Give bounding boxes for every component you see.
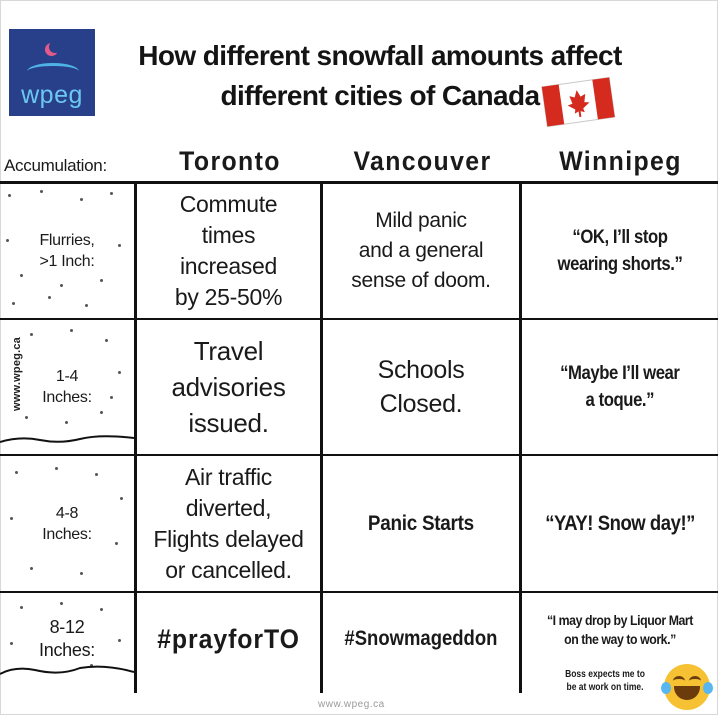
winnipeg-header: Winnipeg [559, 146, 682, 176]
vancouver-cell: Mild panic and a general sense of doom. [351, 209, 491, 292]
footer-watermark: www.wpeg.ca [318, 699, 385, 710]
vancouver-cell: #Snowmageddon [344, 627, 498, 650]
title-line-2: different cities of Canada [220, 80, 540, 111]
toronto-cell: Commute times increased by 25-50% [174, 191, 283, 310]
winnipeg-cell: “Maybe I’ll wear a toque.” [560, 363, 680, 411]
swoosh-icon [27, 63, 79, 80]
accumulation-cell: Flurries, >1 Inch: [39, 232, 95, 270]
toronto-cell: Travel advisories issued. [171, 336, 286, 438]
vancouver-cell: Schools Closed. [377, 356, 465, 418]
vancouver-cell: Panic Starts [367, 511, 475, 535]
toronto-cell: #prayforTO [157, 623, 300, 654]
accumulation-header: Accumulation: [4, 156, 107, 175]
winnipeg-footnote: Boss expects me to be at work on time. [565, 669, 645, 693]
winnipeg-cell: “OK, I’ll stop wearing shorts.” [557, 227, 683, 275]
logo-text: wpeg [21, 81, 83, 109]
moon-icon [45, 43, 58, 56]
canada-flag-icon [540, 72, 616, 128]
accumulation-cell: 1-4 Inches: [42, 368, 92, 406]
winnipeg-cell: “YAY! Snow day!” [545, 512, 695, 535]
side-watermark: www.wpeg.ca [10, 337, 23, 411]
vancouver-header: Vancouver [353, 146, 492, 176]
winnipeg-cell: “I may drop by Liquor Mart on the way to work.” [547, 612, 693, 647]
accumulation-cell: 8-12 Inches: [39, 617, 95, 660]
toronto-cell: Air traffic diverted, Flights delayed or cancelled. [153, 463, 304, 583]
title-line-1: How different snowfall amounts affect [138, 40, 622, 71]
accumulation-cell: 4-8 Inches: [42, 504, 92, 543]
wpeg-logo [9, 29, 95, 116]
face-with-tears-of-joy-icon [664, 664, 710, 710]
toronto-header: Toronto [179, 146, 281, 176]
